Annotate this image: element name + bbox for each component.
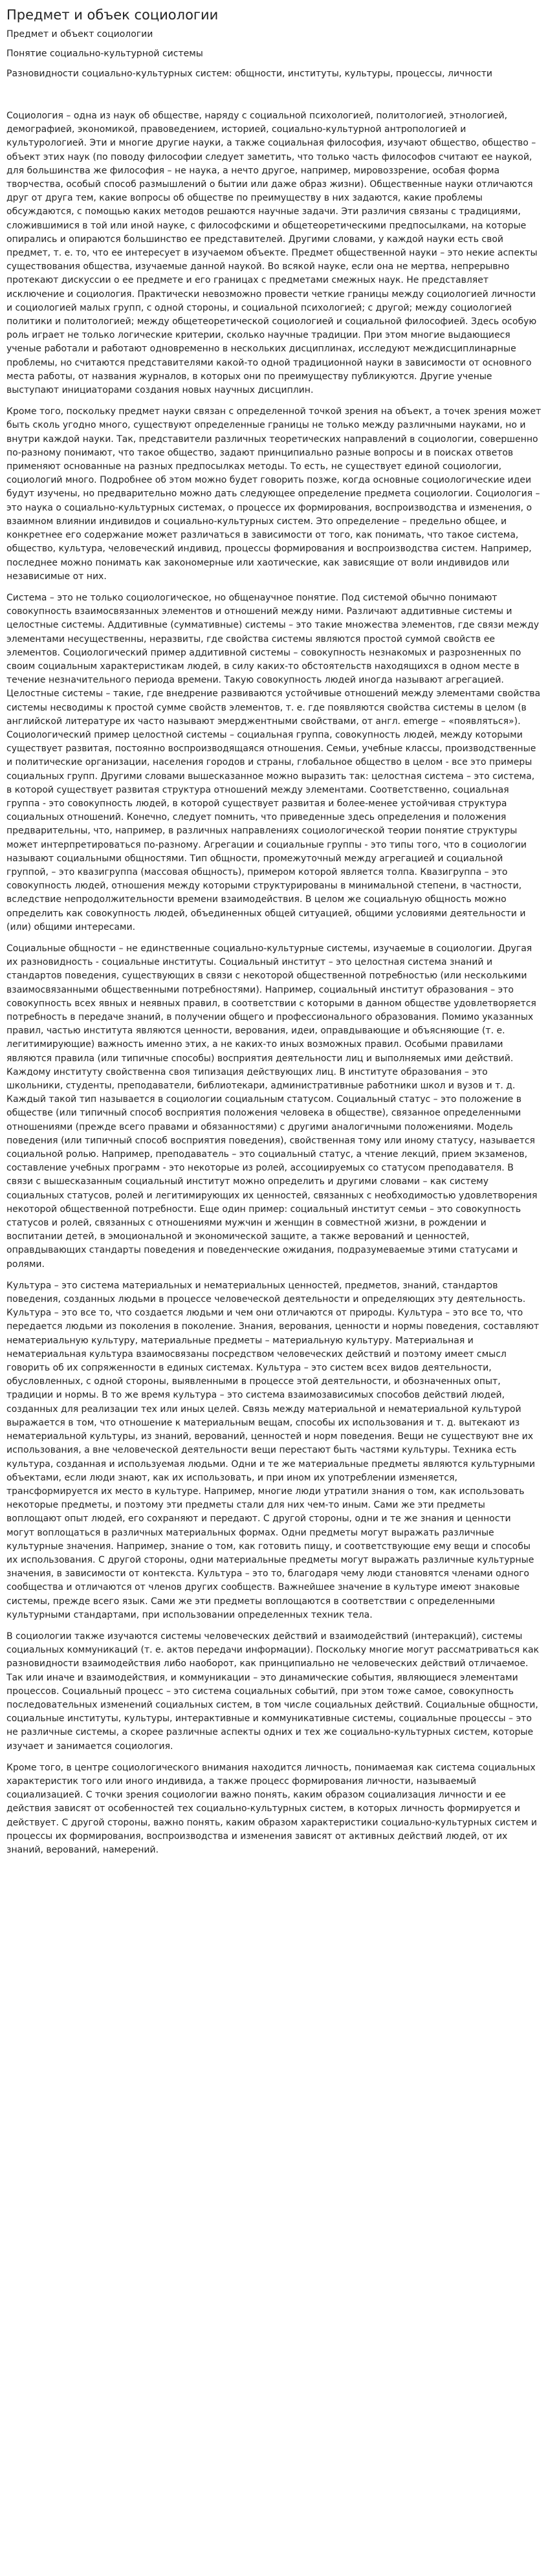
- paragraph-personality: Кроме того, в центре социологического внимания находится личность, понимаемая как система социальных характеристик того или иного индивида, а также процесс формирования личности, называемый социализацией. С точки зрения социологии важно понять, каким образом социализация личности и ее действия зависят от особенностей тех социально-культурных систем, в которых личность формируется и действует. С другой стороны, важно понять, каким образом характеристики социально-культурных систем и процессы их формирования, воспроизводства и изменения зависят от активных действий людей, от их знаний, верований, намерений.: [6, 1762, 537, 1855]
- paragraph-culture: Культура – это система материальных и нематериальных ценностей, предметов, знаний, стандартов поведения, созданных людьми в процессе человеческой деятельности и определяющих эту деятельность. Культура – это все то, что создается людьми и чем они отличаются от природы. Культура – это все то, что передается людьми из поколения в поколение. Знания, верования, ценности и нормы поведения, составляют нематериальную культуру, материальные предметы – материальную культуру. Материальная и нематериальная культура взаимосвязаны посредством человеческих действий и поэтому имеет смысл говорить об их сопряженности в единых системах. Культура – это систем всех видов деятельности, обусловленных, с одной стороны, выявленными в процессе этой деятельности, и обозначенных опыт, традиции и нормы. В то же время культура – это система взаимозависимых способов действий людей, созданных для реализации тех или иных целей. Связь между материальной и нематериальной культурой выражается в том, что отношение к материальным вещам, способы их использования и т. д. вытекают из нематериальной культуры, из знаний, верований, ценностей и норм поведения. Вещи не существуют вне их использования, а вне человеческой деятельности вещи перестают быть частями культуры. Техника есть культура, созданная и используемая людьми. Одни и те же материальные предметы являются культурными объектами, если люди знают, как их использовать, и при ином их употреблении изменяется, трансформируется их место в культуре. Например, многие люди утратили знания о том, как использовать некоторые предметы, и поэтому эти предметы стали для них чем-то иным. Сами же эти предметы воплощают опыт людей, его сохраняют и передают. С другой стороны, одни и те же знания и ценности могут воплощаться в различных материальных формах. Одни предметы могут выражать различные культурные значения. Например, знание о том, как готовить пищу, и соответствующие ему вещи и способы их использования. С другой стороны, одни материальные предметы могут выражать различные культурные значения, в зависимости от контекста. Культура – это то, благодаря чему люди становятся членами одного сообщества и отличаются от членов других сообществ. Важнейшее значение в культуре имеют знаковые системы, прежде всего язык. Сами же эти предметы воплощаются в соответствии с определенными культурными стандартами, при использовании определенных техник тела.: [6, 1280, 540, 1620]
- paragraph-subject-of-science: Кроме того, поскольку предмет науки связан с определенной точкой зрения на объект, а точек зрения может быть сколь угодно много, существуют определенные границы не только между различными науками, но и внутри каждой науки. Так, представители различных теоретических направлений в социологии, совершенно по-разному понимают, что такое общество, задают принципиально разные вопросы и в поисках ответов применяют основанные на разных предпосылках методы. То есть, не существует единой социологии, социологий много. Подробнее об этом можно будет говорить позже, когда основные социологические идеи будут изучены, но предварительно можно дать следующее определение предмета социологии. Социология – это наука о социально-культурных системах, о процессе их формирования, воспроизводства и изменения, о взаимном влиянии индивидов и социально-культурных систем. Это определение – предельно общее, и конкретнее его содержание может различаться в зависимости от того, как понимать, что такое система, общество, культура, человеческий индивид, процессы формирования и воспроизводства систем. Например, последнее можно понимать как закономерные или хаотические, как зависящие от воли индивидов или независимые от них.: [6, 406, 542, 582]
- paragraph-interactions: В социологии также изучаются системы человеческих действий и взаимодействий (интеракций), системы социальных коммуникаций (т. е. актов передачи информации). Поскольку многие могут рассматриваться как разновидности взаимодействия либо наоборот, как принципиально не человеческих действий отличаемое. Так или иначе и взаимодействия, и коммуникации – это динамические события, являющиеся элементами процессов. Социальный процесс – это система социальных событий, при этом тоже самое, совокупность последовательных изменений социальных систем, в том числе социальных действий. Социальные общности, социальные институты, культуры, интерактивные и коммуникативные системы, социальные процессы – это не различные системы, а скорее различные аспекты одних и тех же социально-культурных систем, которые изучает и занимается социология.: [6, 1631, 540, 1752]
- section-title: Понятие социально-культурной системы: [6, 49, 203, 59]
- lead-paragraph: Разновидности социально-культурных систем: общности, институты, культуры, процессы, личности: [6, 69, 492, 79]
- paragraph-system: Система – это не только социологическое, но общенаучное понятие. Под системой обычно понимают совокупность взаимосвязанных элементов и отношений между ними. Различают аддитивные системы и целостные системы. Аддитивные (суммативные) системы – это такие множества элементов, где связи между элементами несущественны, неразвиты, где свойства системы являются простой суммой свойств ее элементов. Социологический пример аддитивной системы – совокупность незнакомых и разрозненных по своим социальным характеристикам людей, в силу каких-то обстоятельств находящихся в одном месте в течение незначительного периода времени. Такую совокупность людей иногда называют агрегацией. Целостные системы – такие, где внедрение развиваются устойчивые отношений между элементами свойства системы несводимы к простой сумме свойств элементов, т. е. где появляются свойства системы в целом (в английской литературе их часто называют эмерджентными свойствами, от англ. emerge – «появляться»). Социологический пример целостной системы – социальная группа, совокупность людей, между которыми существует развитая, постоянно воспроизводящаяся отношения. Семьи, учебные классы, производственные и политические организации, населения городов и страны, глобальное общество в целом - все это примеры социальных групп. Другими словами вышесказанное можно выразить так: целостная система – это система, в которой существует развитая структура отношений между элементами. Соответственно, социальная группа - это совокупность людей, в которой существует развитая и более-менее устойчивая структура социальных отношений. Конечно, следует помнить, что приведенные здесь определения и положения предварительны, что, например, в различных направлениях социологической теории понятие структуры может интерпретироваться по-разному. Агрегации и социальные группы - это типы того, что в социологии называют социальными общностями. Тип общности, промежуточный между агрегацией и социальной группой, – это квазигруппа (массовая общность), примером которой является толпа. Квазигруппа – это совокупность людей, отношения между которыми структурированы в минимальной степени, в частности, вследствие непродолжительности времени взаимодействия. В целом же социальную общность можно определить как совокупность людей, объединенных общей ситуацией, общими условиями деятельности и (или) общими интересами.: [6, 592, 541, 932]
- page-title: Предмет и объек социологии: [6, 7, 219, 23]
- article-subtitle: Предмет и объект социологии: [6, 29, 153, 39]
- paragraph-sociology-definition: Социология – одна из наук об обществе, наряду с социальной психологией, политологией, этнологией, демографией, экономикой, правоведением, историей, социально-культурной антропологией и культурологией. Эти и многие другие науки, а также социальная философия, изучают общество, общество – объект этих наук (по поводу философии следует заметить, что только часть философов считают ее наукой, для большинства же философия – не наука, а нечто другое, например, мировоззрение, особая форма творчества, особый способ размышлений о бытии или даже образ жизни). Общественные науки отличаются друг от друга тем, какие вопросы об обществе по преимуществу в них задаются, какие проблемы обсуждаются, с помощью каких методов решаются научные задачи. Эти различия связаны с традициями, сложившимися в той или иной науке, с философскими и общетеоретическими предпосылками, на которые опирались и опираются большинство ее представителей. Другими словами, у каждой науки есть свой предмет, т. е. то, что ее интересует в изучаемом объекте. Предмет общественной науки – это некие аспекты существования общества, изучаемые данной наукой. Во всякой науке, если она не мертва, непрерывно протекают дискуссии о ее предмете и его границах с предметами смежных наук. Не представляет исключение и социология. Практически невозможно провести четкие границы между социологией личности и социологией малых групп, с одной стороны, и социальной психологией; с другой; между социологией политики и политологией; между общетеоретической социологией и социальной философией. Здесь особую роль играет не только логические критерии, сколько научные традиции. При этом многие выдающиеся ученые работали и работают одновременно в нескольких дисциплинах, исследуют междисциплинарные проблемы, но считаются представителями какой-то одной традиционной науки в зависимости от основного места работы, от названия журналов, в которых они по преимуществу публикуются. Другие ученые выступают инициаторами создания новых научных дисциплин.: [6, 111, 538, 396]
- paragraph-social-institutes: Социальные общности – не единственные социально-культурные системы, изучаемые в социологии. Другая их разновидность - социальные институты. Социальный институт – это целостная система знаний и стандартов поведения, существующих в связи с некоторой общественной потребностью (или несколькими взаимосвязанными общественными потребностями). Например, социальный институт образования – это совокупность всех явных и неявных правил, в соответствии с которыми в данном обществе удовлетворяется потребность в передаче знаний, в получении общего и профессионального образования. Помимо указанных правил, частью института являются ценности, верования, идеи, оправдывающие и объясняющие (т. е. легитимирующие) важность именно этих, а не каких-то иных возможных правил. Особыми правилами являются правила (или типичные способы) восприятия деятельности лиц и выполняемых ими действий. Каждому институту свойственна своя типизация действующих лиц. В институте образования – это школьники, студенты, преподаватели, библиотекари, административные работники школ и вузов и т. д. Каждый такой тип называется в социологии социальным статусом. Социальный статус – это положение в обществе (или типичный способ восприятия положения человека в обществе), связанное определенными отношениями (прежде всего правами и обязанностями) с другими аналогичными положениями. Модель поведения (или типичный способ восприятия поведения), свойственная тому или иному статусу, называется социальной ролью. Например, преподаватель – это социальный статус, а чтение лекций, прием экзаменов, составление учебных программ - это некоторые из ролей, ассоциируемых со статусом преподавателя. В связи с вышесказанным социальный институт можно определить и другими словами – как систему социальных статусов, ролей и легитимирующих их ценностей, связанных с необходимостью удовлетворения некоторой общественной потребности. Еще один пример: социальный институт семьи – это совокупность статусов и ролей, связанных с отношениями мужчин и женщин в совместной жизни, в рождении и воспитании детей, в эмоциональной и экономической защите, а также верований и ценностей, оправдывающих стандарты поведения и поведенческие ожидания, подразумеваемые этими статусами и ролями.: [6, 943, 538, 1270]
